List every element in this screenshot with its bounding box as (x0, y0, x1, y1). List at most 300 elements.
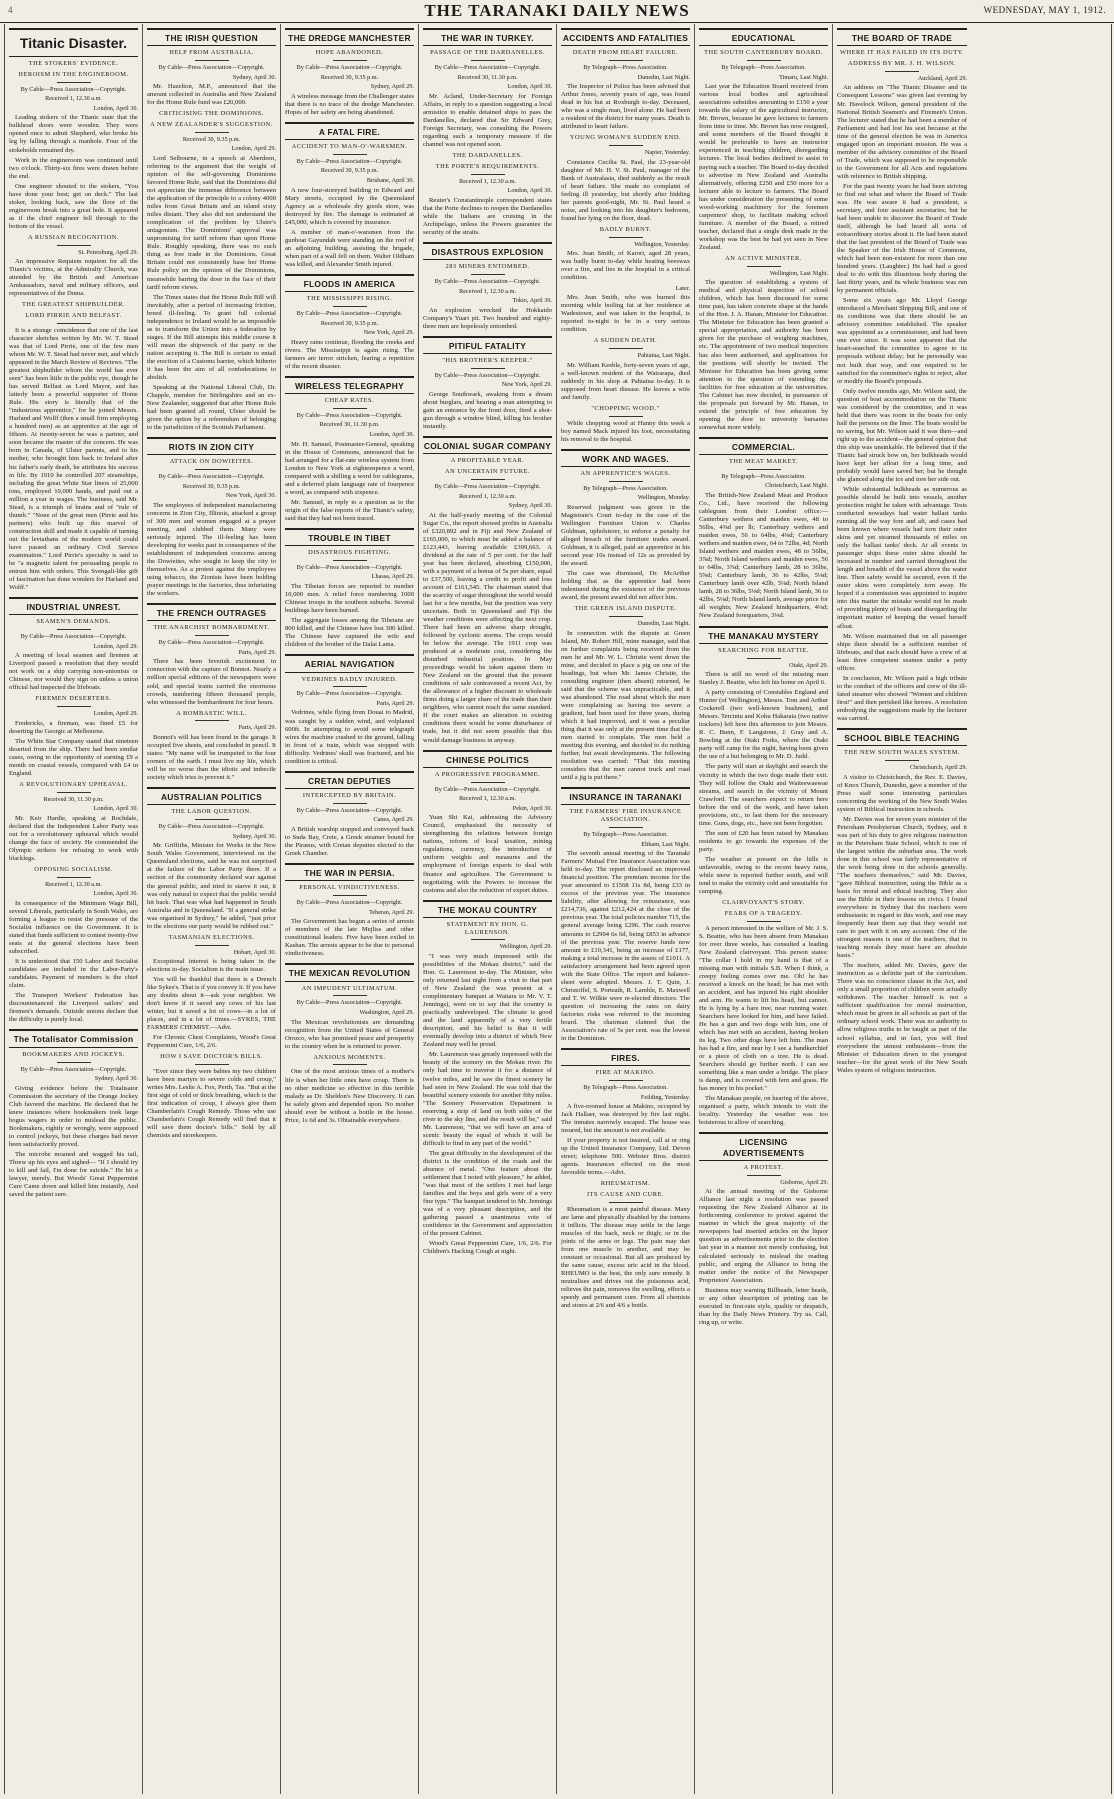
column-2 (143, 24, 281, 1794)
article-subheading: BADLY BURNT. (599, 226, 652, 233)
dateline-place: Sydney, April 30. (232, 832, 276, 840)
dateline: By Cable—Press Association—Copyright. (434, 482, 541, 490)
article-subheading: A SUDDEN DEATH. (593, 337, 658, 345)
article-subheading: THE GREEN ISLAND DISPUTE. (574, 605, 677, 613)
article-subheading: AN UNCERTAIN FUTURE. (445, 468, 530, 476)
article-headline: THE IRISH QUESTION (147, 28, 276, 46)
article-paragraph: Constance Cecilia St. Paul, the 23-year-old daughter of Mr. H. V. St. Paul, manager of the Bank of Australasia, died suddenly as the result of heart failure. She made no complaint of feeling ill yesterday, but shortly after bidding her parents good-night, Mr. St. Paul heard a noise, and looking into his daughter's bedroom, found her lying on the floor, dead. (561, 158, 690, 222)
divider (609, 1080, 643, 1081)
article-headline: THE BOARD OF TRADE (837, 28, 967, 46)
article-subheading: ANXIOUS MOMENTS. (313, 1053, 386, 1061)
article-subheading: THE NEW SOUTH WALES SYSTEM. (843, 749, 961, 757)
divider (471, 174, 505, 175)
divider (57, 1062, 91, 1063)
dateline: Received 30, 11.30 p.m. (319, 421, 380, 429)
dateline-place: St. Petersburg, April 29. (78, 248, 138, 256)
article-paragraph: Exceptional interest is being taken in the elections to-day. Socialism is the main issue. (147, 958, 276, 974)
article-paragraph: The microbe moaned and wagged his tail, Threw up his eyes and sighed— "If I should try to kill and fail, I'm done for suicide." He hit a lawyer, merely. But Woods' Great Peppermint Cure Came down and killed him instantly, And saved the patient sure. (9, 1150, 138, 1199)
article-headline: FLOODS IN AMERICA (285, 274, 414, 292)
article-headline: INSURANCE IN TARANAKI (561, 787, 690, 805)
article-paragraph: Work in the engineroom was continued until two o'clock. Thirty-six fires were drawn before the end. (9, 156, 138, 180)
article-paragraph: The Tibetan forces are reported to number 10,000 men. A relief force numbering 1000 Chinese troops in the southern suburbs. Several buildings have been burned. (285, 583, 414, 615)
column-7 (833, 24, 971, 1794)
article-subheading: THE PORTE'S REQUIREMENTS. (435, 162, 540, 170)
article-subheading: BOOKMAKERS AND JOCKEYS. (22, 1050, 125, 1058)
divider (57, 323, 91, 324)
article-subheading: THE STOKERS' EVIDENCE. (28, 60, 119, 68)
dateline-place: London, April 30. (93, 890, 138, 898)
article-paragraph: Mr. Laurenson was greatly impressed with the beauty of the scenery on the Mokau river. He only had time to traverse it for a distance of twelve miles, and he saw the finest scenery he had seen in New Zealand. He was told that the beautiful scenery extends for another fifty miles. "The Scenery Preservation Department is reserving a strip of land on both sides of the river to the sky line, and the result will be," said Mr. Laurenson, "that we will have an area of scenic beauty the equal of which it will be difficult to find in any part of the world." (423, 1051, 552, 1147)
article (285, 771, 414, 858)
divider (609, 616, 643, 617)
divider (333, 306, 367, 307)
article-paragraph: Mr. Hazelton, M.P., announced that the amount collected in Australia and New Zealand for the Home Rule fund was £20,000. (147, 83, 276, 107)
article-headline: TROUBLE IN TIBET (285, 528, 414, 546)
article-paragraph: Mr. Acland, Under-Secretary for Foreign Affairs, in reply to a question suggesting a local armistice to enable detained ships to pass the Dardanelles, declared that Sir Edward Grey, Foreign Secretary, was consulting the Powers regarding such a temporary measure if the channel was not opened soon. (423, 92, 552, 148)
dateline-place: Pekin, April 30. (512, 804, 552, 812)
divider (747, 1175, 781, 1176)
newspaper-title: THE TARANAKI DAILY NEWS (424, 1, 690, 20)
dateline-place: Wellington, Monday. (637, 494, 690, 502)
article-paragraph: A party consisting of Constables England and Hunter (of Wellington), Messrs. Tom and Arthur Cockerell (two well-known bushmen), and Messrs. Tercintu and Kohu Hakaraia (two native trackers) left here this afternoon to join Messrs. R. C. Bunn, F. Langstone, J. Gray and A. Bowling at the Otaki Forks, where the Otaki party will camp for the night, having been given the use of a hut belonging to Mr. D. Judd. (699, 689, 828, 761)
divider (57, 877, 91, 878)
article-paragraph: A number of man-o'-warsmen from the gunboat Gayundah were standing on the roof of an adjoining building, assisting the brigade, when part of a wall fell on them. Walter Oldham was killed, and Alexander Smith injured. (285, 228, 414, 268)
divider (885, 71, 919, 72)
masthead (0, 0, 1114, 23)
divider (885, 760, 919, 761)
article-headline: COMMERCIAL. (699, 437, 828, 455)
newspaper-page (4, 24, 1112, 1794)
article-subheading: A PROTEST. (743, 1163, 784, 1171)
article-paragraph: There is still no word of the missing man Stanley J. Beattie, who left his home on April 6. (699, 671, 828, 687)
article-paragraph: An impressive Requiem requiem for all the Titanic's victims, at the Admiralty Church, was attended by the British and American Ambassadors, naval and military officers, and representatives of the Duma. (9, 258, 138, 298)
dateline: By Cable—Press Association—Copyright. (296, 690, 403, 698)
page-number: 4 (8, 5, 14, 15)
article-subheading: A RUSSIAN RECOGNITION. (27, 233, 120, 241)
article-subheading: HEROISM IN THE ENGINEROOM. (18, 70, 129, 78)
dateline: By Cable—Press Association—Copyright. (158, 64, 265, 72)
article (147, 437, 276, 598)
dateline: By Telegraph—Press Association. (583, 64, 668, 72)
issue-date: WEDNESDAY, MAY 1, 1912. (983, 5, 1106, 15)
article (561, 1048, 690, 1311)
dateline-place: Timaru, Last Night. (779, 73, 828, 81)
article (423, 900, 552, 1257)
article-subheading: THE FARMERS' FIRE INSURANCE ASSOCIATION. (569, 808, 682, 824)
article-paragraph: Wood's Great Peppermint Cure, 1/6, 2/6. For Children's Hacking Cough at night. (423, 1240, 552, 1256)
article-paragraph: In consequence of the Minimum Wage Bill, several Liberals, particularly in South Wales, are forming a league to resist the pressure of the Socialist influence on the Government. It is stated that funds sufficient to contest twenty-five seats at the general elections have been subscribed. (9, 900, 138, 956)
article-subheading: DISASTROUS FIGHTING. (308, 549, 391, 557)
dateline-place: Sydney, April 30. (94, 1075, 138, 1083)
dateline: By Cable—Press Association—Copyright. (434, 277, 541, 285)
article-paragraph: The great difficulty in the development of the district is the condition of the roads and the absence of metal. "One feature about the settlement that I noted with pleasure," he added, "was that most of the settlers I met had large families and the boys and girls were of a very fine type." The banquet tendered to Mr. Jennings was of a very pleasant description, and the gathering passed a unanimous vote of confidence in the Government and appreciation of the present Cabinet. (423, 1149, 552, 1238)
divider (333, 686, 367, 687)
dateline-place: New York, April 29. (501, 381, 552, 389)
dateline-place: London, April 30. (93, 104, 138, 112)
article-paragraph: Business may warning Billheads, letter heads, or any other description of printing can be executed in first-rate style, quality or despatch, than by the Daily News Printery. Try us. Call, ring up, or write. (699, 1286, 828, 1326)
dateline: Received 30, 9.35 p.m. (182, 135, 241, 143)
article-subheading: AN ACTIVE MINISTER. (725, 254, 802, 262)
dateline-place: Wellington, Yesterday. (634, 240, 690, 248)
dateline: By Cable—Press Association—Copyright. (296, 999, 403, 1007)
article-paragraph: The Mexican revolutionists are demanding recognition from the United States of General Orozco, who has promised peace and prosperity to the country when he is returned to power. (285, 1018, 414, 1050)
article-paragraph: A five-roomed house at Makino, occupied by Jack Hallaer, was destroyed by fire last night. The inmates narrowly escaped. The house was insured, but the amount is not available. (561, 1103, 690, 1135)
article-headline: CRETAN DEPUTIES (285, 771, 414, 789)
dateline: Received 1, 12.30 a.m. (459, 795, 516, 803)
dateline: By Cable—Press Association—Copyright. (434, 371, 541, 379)
divider (195, 60, 229, 61)
article-paragraph: At the half-yearly meeting of the Colonial Sugar Co., the report showed profits in Australia of £320,892 and in Fiji and New Zealand of £165,000, to which must be added a balance of £123,443, leaving available £399,663. A dividend at the rate of 5 per cent. for the half year has been declared, absorbing £150,000, with a payment of a bonus of 5s per share, equal to £37,500, leaving a credit to profit and loss account of £161,545. The chairman stated that the scarcity of sugar throughout the world would last for a few months, but the position was very uncertain. Both in Queensland and Fiji the weather conditions were affecting the next crop. There had been an adverse sharp drought, followed by cyclonic storms. The crops would be below the average. The 1911 crop was produced at a moderate cost, considering the disturbed industrial position. In May proceedings would be taken against them in New Zealand on the ground that the present conditions of sale contravened a recent Act, by the allowance of a higher discount to wholesale firms doing a larger share of the trade than their neighbors, who cannot reach the same standard. If the court makes an alteration in existing conditions there would be some disturbance of trade, but it did not seem possible that this would damage business in anyway. (423, 511, 552, 744)
article-paragraph: For the past twenty years he had been striving to find out what and where the Board of Trade was. He was aware it had a president, a secretary, and four assistant secretaries; but he had been unable to discover the Board of Trade itself, although he had heard all sorts of extraordinary stories about it. He had been stated that the last president of the Board of Trade was the Speaker of the Irish House of Commons, which had been non-existent for more than one hundred years. (Laughter.) He had had a good deal to do with this illustrious body during the last thirty years, and its whole business was run by permanent officials. (837, 182, 967, 295)
article-paragraph: In conclusion, Mr. Wilson paid a high tribute to the conduct of the officers and crew of the ill-fated steamer who showed "Women and children first!" and then perished like heroes. A resolution embodying the suggestions made by the lecturer was carried. (837, 674, 967, 722)
article-headline: Titanic Disaster. (9, 28, 138, 57)
article-subheading: HOW I SAVE DOCTOR'S BILLS. (160, 1053, 263, 1061)
article-paragraph: An explosion wrecked the Hokkaido Company's Yuari pit. Two hundred and eighty-three men are hopelessly entombed. (423, 306, 552, 330)
dateline-place: Pahiatua, Last Night. (637, 352, 690, 360)
article-subheading: INTERCEPTED BY BRITAIN. (302, 791, 397, 799)
article (285, 963, 414, 1124)
article-paragraph: The teachers, added Mr. Davies, gave the instruction as a definite part of the curriculum. There was no conscience clause in the Act, and only a small proportion of children were actually withdrawn. The teacher himself is not a sufficient qualification for moral instruction, which must be given in all schools as part of the ordinary school work. There was no authority to allow religious truths to be taught as part of the school syllabus, and in fact, you will find everywhere the utmost enthusiasm—from the Minister of Education down to the youngest teacher—for the great work of the New South Wales system of religious instruction. (837, 962, 967, 1074)
article-paragraph: The question of establishing a system of medical and physical inspection of school children, which has been discussed for some time past, has taken concrete shape at the hands of the Hon. J. A. Hanan, Minister for Education. The Minister for Education has been granted a special appropriation, and authority has been given for the purchase of weighing machines, etc. The appointment of two medical inspectors has also been authorised, and applications for the positions will shortly be invited. The Minister for Education has been giving some attention to the question of extending the facilities for free education at the universities. The Cabinet has now decided, in pursuance of the proposals put forward by Mr. Hanan, to extend the principle of free education by opening the door to university bursaries somewhat more widely. (699, 279, 828, 431)
article-subheading: YOUNG WOMAN'S SUDDEN END. (569, 134, 682, 142)
article (423, 436, 552, 744)
dateline-place: Teheran, April 29. (369, 908, 414, 916)
article-paragraph: Mr. H. Samuel, Postmaster-General, speaking in the House of Commons, announced that he had arranged for a flat-rate wireless system from London to New York at eighteenpence a word, compared with a shilling a word for cablegrams, and a deferred plain language rate of fourpence a word, as compared with sixpence. (285, 440, 414, 496)
column-5 (557, 24, 695, 1794)
divider (609, 416, 643, 417)
article (699, 28, 828, 432)
dateline-place: Christchurch, Last Night. (765, 482, 828, 490)
article-subheading: CRITICISING THE DOMINIONS. (159, 110, 264, 118)
dateline-place: New York, April 30. (225, 492, 276, 500)
dateline-place: Dunedin, Last Night. (637, 620, 690, 628)
divider (747, 266, 781, 267)
article-paragraph: "Ever since they were babies my two children have been martyrs to severe colds and croup," writes Mrs. Leslie A. Fox, Perth, Tas. "But at the first sign of cold or thick breathing, which is the first indication of croup, I always give them Chamberlain's Cough Remedy. Those who use Chamberlain's Cough Remedy will find that it will save them doctor's bills." Sold by all chemists and storekeepers. (147, 1068, 276, 1140)
dateline: By Cable—Press Association—Copyright. (158, 823, 265, 831)
article-paragraph: Heavy rains continue, flooding the creeks and rivers. The Mississippi is again rising. The farmers are terror stricken, fearing a repetition of the recent disaster. (285, 338, 414, 370)
article-paragraph: Mr. Keir Hardie, speaking at Rochdale, declared that the Independent Labor Party was out for a revolutionary upheaval which would change the face of society. He commended the Olympic strikers for refusing to work with blacklegs. (9, 814, 138, 863)
article-paragraph: The aggregate losses among the Tibetans are 800 killed, and the Chinese have lost 300 killed. The Chinese have captured the wife and children of the brother of the Dalai Lama. (285, 617, 414, 649)
article-paragraph: The Times states that the Home Rule Bill will inevitably, after a period of increasing friction, breed ill-feeling. To grant full colonial independence to Ireland would be as impossible as to transform the Union into a federation by stages. If the Bill attempts this middle course it will mean the shipwreck of the party or the nation accepting it. The Bill is certain to entail the erection of a Customs barrier, which hitherto it has been the aim of all confederations to abolish. (147, 293, 276, 381)
article-subheading: A BOMBASTIC WILL. (176, 709, 247, 717)
article-subheading: SEARCHING FOR BEATTIE. (718, 646, 809, 654)
dateline-place: Eltham, Last Night. (641, 840, 690, 848)
article-subheading: "CHOPPING WOOD." (591, 404, 660, 412)
article-subheading: 283 MINERS ENTOMBED. (445, 263, 530, 271)
article-paragraph: Mr. Griffiths, Minister for Works in the New South Wales Government, interviewed on the Queensland elections, said he was not surprised at the failure of the Labor Party there. If a section of the community declared war against the general public, and tried to starve it out, it was only natural to expect that the public would hit back. That was what had happened in South Australia and in Queensland. "If a general strike was organised in Sydney," he added, "just prior to the elections our party would be rubbed out." (147, 842, 276, 930)
dateline: By Cable—Press Association—Copyright. (296, 563, 403, 571)
article-headline: RIOTS IN ZION CITY (147, 437, 276, 455)
column-6 (695, 24, 833, 1794)
article-headline: DISASTROUS EXPLOSION (423, 242, 552, 260)
article-paragraph: It is a strange coincidence that one of the last character sketches written by Mr. W. T. Stead was that of Lord Pirrie, one of the few men whom Mr. W. T. Stead had never met, and which appeared in the March Review of Reviews. "The greatest shipbuilder whom the world has ever seen" has been little in the public eye, though he has served Belfast as Lord Mayor, and has latterly been a powerful supporter of Home Rule. His story is literally that of the "industrious apprentice," for he joined Messrs. Harland and Wolff (then a small firm employing a hundred men) as an apprentice at the age of fifteen. At twenty-seven he was a partner, and soon became the master of the concern. He was born in Canada, of Ulster parents, and to his mother, who brought him back to Ireland after his father's early death, he attributes his success in life. By 1910 he controlled 207 steamships, including the great White Star liners of 25,000 tons, employed 10,000 hands, and paid out a million a year in wages. The business, said Mr. Stead, is a triumph of brains and of "rule of thumb." "None of the great men (Pirrie and his partners) who built up this marvel of construction skill and made it capable of turning out the leviathans of the modern world could have passed an ordinary Civil Service examination." Lord Pirrie's specialty is said to be "a magnetic talent for persuading people to entrust him with orders. This Svengali-like gift of fascination has done wonders for Harland and Wolff." (9, 326, 138, 591)
divider (333, 1064, 367, 1065)
divider (333, 60, 367, 61)
dateline-place: Paris, April 29. (238, 648, 276, 656)
article-subheading: A PROFITABLE YEAR. (450, 457, 525, 465)
dateline: Received 30, 11.30 p.m. (43, 795, 104, 803)
article-subheading: LORD PIRRIE AND BELFAST. (25, 312, 122, 320)
dateline-place: Dunedin, Last Night. (637, 73, 690, 81)
article-paragraph: The British-New Zealand Meat and Produce Co., Ltd., have received the following cablegram from their London office:—Canterbury wethers and maiden ewes, 48 to 56lbs, 4⅝d per lb; Canterbury wethers and maiden ewes, 56 to 64lbs, 4⅜d; Canterbury wethers and maiden ewes, 64 to 72lbs, 4d; North Island wethers and maiden ewes, 48 to 56lbs, 3⅞d; North Island wethers and maiden ewes, 56 to 64lbs, 3⅞d; Canterbury lamb, 28 to 36lbs, 5⅝d; Canterbury lamb, 36 to 42lbs, 5⅛d; Canterbury lamb over 42lb, 5⅛d; North Island lamb, 28 to 36lbs, 5⅛d; North Island lamb, 36 to 42lbs, 5⅛d; North Island lamb, average price for all weights; New Zealand hindquarters, 4⅛d; New Zealand forequarters, 3⅛d. (699, 492, 828, 620)
article-paragraph: "I was very much impressed with the possibilities of the Mokau district," said the Hon. G. Laurenson to-day. The Minister, who only returned last night from a visit to that part of New Zealand (he was present at a complimentary banquet at Waitara to Mr. V. T. Jennings), went on to say that the country is practically undeveloped. The climate is good and the land apparently of a very fertile description, and his belief is that it will eventually develop into a district of which New Zealand may well be proud. (423, 953, 552, 1049)
article-subheading: WHERE IT HAS FAILED IN ITS DUTY. (839, 49, 965, 57)
article (9, 1029, 138, 1199)
article-headline: SCHOOL BIBLE TEACHING (837, 728, 967, 746)
article-paragraph: Some six years ago Mr. Lloyd George introduced a Merchant Shipping Bill, and one of its conditions was that there should be an advisory committee established. The speaker was appointed as a commissioner, and had been one ever since. It was soon apparent that the heart-searched the committee to agree to its proposals without delay; but he personally was not built that way, and one required to be satisfied for the committee's rights to reject, alter or modify the Board's proposals. (837, 297, 967, 385)
article (147, 603, 276, 782)
article (147, 28, 276, 432)
article-paragraph: A new four-storeyed building in Edward and Mary streets, occupied by the Queensland Agency as a wholesale dry goods store, was destroyed by fire. The damage is estimated at £45,000, which is covered by insurance. (285, 186, 414, 226)
article-subheading: FEARS OF A TRAGEDY. (724, 909, 803, 917)
article-paragraph: Reserved judgment was given in the Magistrate's Court to-day in the case of the Wellington Furniture Union v. Charles Goldman, upholsterer, to enforce a penalty for alleged breach of the furniture trades award. Goldman, it is alleged, paid an apprentice in his second year 10s instead of 12s as provided by the award. (561, 503, 690, 568)
divider (195, 819, 229, 820)
article-subheading: THE DARDANELLES. (452, 151, 523, 159)
divider (195, 945, 229, 946)
article-paragraph: An address on "The Titanic Disaster and its Consequent Lessons" was given last evening by Mr. Havelock Wilson, general president of the National British Seamen's and Firemen's Union. The lecturer stated that he had been a member of Parliament and had lost his seat because at the time of the general election he was in America engaged upon an important mission. He was a member of the advisory committee of the Board of Trade, which was supposed to be responsible to the Government for all Acts and regulations with reference to British shipping. (837, 84, 967, 180)
article-subheading: "HIS BROTHER'S KEEPER." (442, 356, 533, 364)
dateline: By Cable—Press Association—Copyright. (296, 806, 403, 814)
divider (333, 803, 367, 804)
article-paragraph: The seventh annual meeting of the Taranaki Farmers' Mutual Fire Insurance Association was held to-day. The report disclosed an improved financial position. The premium income for the year amounted to £1568 11s 8d, being £33 in excess of the previous year. The insurance liability, after allowing for reinsurance, was £214,736, against £212,424 at the close of the previous year. The total policies number 715, the general average being £296. The cash reserve amounts to £2904 6s 6d, being £853 in advance of the previous year. The reserve funds now amount to £10,341, being an increase of £177, making a total increase in the assets of £1011. A satisfactory arrangement had been agreed upon with the State Office. The report and balance-sheet were adopted. Messrs. J. T. Quin, J. Christoffel, S. Porteath, R. Lamble, E. Maxwell and T. W. Wilkie were re-elected directors. The question of increasing the rates on dairy factories risks was referred to the incoming board. The chairman claimed that the Association's rate of 5s per cent. was the lowest in the Dominion. (561, 850, 690, 1042)
dateline-place: Paris, April 29. (238, 724, 276, 732)
article-headline: THE DREDGE MANCHESTER (285, 28, 414, 46)
divider (333, 560, 367, 561)
article-headline: AERIAL NAVIGATION (285, 654, 414, 672)
divider (747, 921, 781, 922)
article (147, 787, 276, 1140)
article-paragraph: George Southwark, awaking from a dream about burglars, and hearing a man attempting to gain an entrance by the front door, fired a shot-gun through a window blind, killing his brother instantly. (423, 390, 552, 431)
dateline: By Cable—Press Association—Copyright. (296, 157, 403, 165)
article-headline: THE MEXICAN REVOLUTION (285, 963, 414, 981)
dateline: By Cable—Press Association—Copyright. (434, 64, 541, 72)
article-headline: THE WAR IN PERSIA. (285, 863, 414, 881)
article-subheading: AN IMPUDENT ULTIMATUM. (301, 984, 398, 992)
article-paragraph: The weather at present on the hills is unfavorable, owing to the recent heavy rains, while snow is reported further south, and will tend to make the vicinity cold and unsuitable for camping. (699, 855, 828, 895)
article-subheading: THE LABOR QUESTION. (171, 808, 252, 816)
divider (747, 60, 781, 61)
article-paragraph: The Transport Workers' Federation has discountenanced the Liverpool sailors' and firemen's demands. Outside unions declare that the difficulty is purely local. (9, 992, 138, 1024)
article-subheading: CLAIRVOYANT'S STORY. (722, 898, 805, 906)
dateline: Received 30, 9.35 p.m. (320, 167, 379, 175)
article-headline: The Totalisator Commission (9, 1029, 138, 1047)
divider (195, 132, 229, 133)
article (423, 750, 552, 895)
dateline: By Cable—Press Association—Copyright. (296, 411, 403, 419)
dateline: By Cable—Press Association—Copyright. (296, 64, 403, 72)
article-paragraph: At the annual meeting of the Gisborne Alliance last night a resolution was passed requesting the New Zealand Alliance at its forthcoming conference to protest against the manner in which the great majority of the newspapers had inserted articles on the liquor question as advertisements prior to the election last year in a manner not merely confusing, but calculated seriously to mislead the reading public, and urging the Alliance to bring the matter under the notice of the Newspaper Proprietors' Association. (699, 1188, 828, 1284)
dateline: By Telegraph—Press Association. (721, 472, 806, 480)
divider (333, 408, 367, 409)
article-paragraph: The White Star Company stated that nineteen deserted from the ship. There had been similar cases, owing to the opportunity of earning £9 a month on coastal vessels, compared with £4 in England. (9, 737, 138, 777)
article-paragraph: While substantial bulkheads as numerous as possible should be built into vessels, another protection might be taken with advantage. Tests conducted nowadays had water ballast tanks running all the way fore and aft, and cases had been known where vessels had torn their outer skins and yet steamed thousands of miles on only the ballast tanks' deck. At all events in passenger ships these outer skins should be increased in number and carried throughout the length and breadth of the vessel above the water line. Then safety would be secured, even if the outer skins were completely torn away. He hoped if a commission was appointed to inquire into this matter the mistake would not be made of providing plenty of boats and disregarding the important matter of keeping the vessel herself afloat. (837, 485, 967, 630)
article-subheading: DEATH FROM HEART FAILURE. (572, 49, 679, 57)
article-paragraph: A meeting of local seamen and firemen at Liverpool passed a resolution that they would not work on a ship carrying non-unionists or Chinese, nor would they sign on unless a union official had inspected the lifeboats. (9, 652, 138, 692)
article-headline: PITIFUL FATALITY (423, 336, 552, 354)
divider (333, 154, 367, 155)
divider (609, 827, 643, 828)
divider (57, 629, 91, 630)
article-headline: EDUCATIONAL (699, 28, 828, 46)
divider (471, 782, 505, 783)
dateline-place: Wellington, Last Night. (769, 269, 828, 277)
article-paragraph: A British warship stopped and conveyed back to Suda Bay, Crete, a Greek steamer bound for the Piraeus, with Cretan deputies elected to the Greek Chamber. (285, 825, 414, 857)
dateline-place: New York, April 29. (363, 329, 414, 337)
divider (609, 1202, 643, 1203)
article (285, 376, 414, 523)
divider (333, 995, 367, 996)
article-headline: THE FRENCH OUTRAGES (147, 603, 276, 621)
divider (747, 658, 781, 659)
article (9, 28, 138, 592)
dateline-place: London, April 30. (369, 430, 414, 438)
column-1 (5, 24, 143, 1794)
article-subheading: ATTACK ON DOWIEITES. (169, 458, 254, 466)
article-subheading: OPPOSING SOCIALISM. (34, 866, 113, 874)
dateline: Received 1, 12.30 a.m. (459, 492, 516, 500)
divider (471, 479, 505, 480)
article-paragraph: Mr. Wilson maintained that on all passenger ships there should be a sufficient number of lifeboats, and that each should have a crew of at least three competent seamen under a petty officer. (837, 632, 967, 672)
article-paragraph: There has been feverish excitement in connection with the capture of Bonnot. Nearly a million special editions of the newspapers were sold, and special trains carried the enormous crowds, numbering fifteen thousand people, who witnessed the bombardment for four hours. (147, 658, 276, 706)
article-subheading: CHEAP RATES. (324, 397, 375, 405)
article-paragraph: Fredericks, a fireman, was fined £5 for deserting the Georgic at Melbourne. (9, 719, 138, 735)
article-paragraph: A wireless message from the Challenger states that there is no trace of the dredge Manchester. Hopes of her safety are being abandoned. (285, 92, 414, 116)
article (837, 28, 967, 723)
divider (195, 469, 229, 470)
article (699, 1132, 828, 1326)
article (285, 863, 414, 958)
article-paragraph: Speaking at the National Liberal Club, Dr. Chapple, member for Stirlingshire and an ex-New Zealander, suggested that after Home Rule had been granted all round, Ulster should be given the option by a referendum of belonging to the jurisdiction of the Scottish Parliament. (147, 383, 276, 432)
dateline-place: Lhassa, April 29. (371, 573, 414, 581)
divider (747, 469, 781, 470)
article-subheading: HELP FROM AUSTRALIA. (169, 49, 254, 57)
article-subheading: PASSAGE OF THE DARDANELLES. (430, 49, 545, 57)
dateline-place: Washington, April 29. (359, 1008, 414, 1016)
article-paragraph: While chopping wood at Hunny this week a boy named Mack injured his foot, necessitating his removal to the hospital. (561, 419, 690, 443)
dateline: Received 30, 9.35 p.m. (320, 319, 379, 327)
article-subheading: HOPE ABANDONED. (315, 49, 384, 57)
divider (609, 237, 643, 238)
article (285, 122, 414, 269)
dateline: By Telegraph—Press Association. (721, 64, 806, 72)
column-4 (419, 24, 557, 1794)
dateline-place: Sydney, April 30. (232, 73, 276, 81)
article-headline: FIRES. (561, 1048, 690, 1066)
divider (471, 274, 505, 275)
article-subheading: VEDRINES BADLY INJURED. (301, 675, 398, 683)
dateline: By Cable—Press Association—Copyright. (20, 1065, 127, 1073)
article-paragraph: One of the most anxious times of a mother's life is when her little ones have croup. There is no other medicine so effective in this terrible malady as Dr. Sheldon's New Discovery. It can be safely given and depended upon. No mother should ever be without a bottle in the house. Price, 1s 6d and 3s. Obtainable everywhere. (285, 1068, 414, 1124)
dateline: Received 30, 11.30 p.m. (457, 73, 518, 81)
divider (471, 939, 505, 940)
divider (609, 60, 643, 61)
article-paragraph: Vedrines, while flying from Douai to Madrid, was caught by a sudden wind, and volplaned 600ft. In attempting to avoid some telegraph wires the machine crashed to the ground, falling in front of a train, which was stopped with difficulty. Vedrines' skull was fractured, and his condition is critical. (285, 709, 414, 765)
article-paragraph: Mrs. Jean Smith, who was burned this morning while boiling fat at her residence at Wadestown, and was taken to the hospital, is reported to-night to be in a very serious condition. (561, 294, 690, 334)
divider (195, 1064, 229, 1065)
article-headline: THE WAR IN TURKEY. (423, 28, 552, 46)
article-paragraph: The Government has begun a series of arrests of members of the late Mejliss and other constitutional leaders. Five have been exiled to Kashan. The arrests appear to be due to personal vindictiveness. (285, 918, 414, 958)
article (699, 626, 828, 1128)
article-headline: CHINESE POLITICS (423, 750, 552, 768)
article-paragraph: The Manakau people, on hearing of the above, organised a party, which intends to visit the locality. Yesterday the weather was too boisterous to allow of searching. (699, 1095, 828, 1127)
article-headline: THE MANAKAU MYSTERY (699, 626, 828, 644)
article-headline: ACCIDENTS AND FATALITIES (561, 28, 690, 46)
divider (195, 720, 229, 721)
dateline-place: Sydney, April 30. (508, 502, 552, 510)
article-paragraph: Bonnot's will has been found in the garage. It occupied five sheets, and concluded in pencil. It states: "My name will be trumpeted to the four corners of the earth. I must live my life, which will be no worse than the idiotic and imbecile society which tries to prevent it." (147, 733, 276, 782)
dateline: By Telegraph—Press Association. (583, 484, 668, 492)
dateline: By Cable—Press Association—Copyright. (296, 899, 403, 907)
divider (57, 245, 91, 246)
dateline: By Cable—Press Association—Copyright. (20, 85, 127, 93)
article-paragraph: You will be thankful that there is a Drench like Sykes's. That is if you convey it. If you have any doubts about it—ask your neighbor. We don't know if it saved any cows of his last winter, but it saved a lot of cows—in a lot of places, and in a lot of times.—SYKES, THE FARMERS' CHEMIST.—Advt. (147, 976, 276, 1032)
article-paragraph: Mrs. Jean Smith, of Karori, aged 28 years, was badly burnt to-day while heating beeswax over a fire, and lies in the hospital in a critical condition. (561, 250, 690, 282)
dateline-place: London, April 30. (93, 805, 138, 813)
article (285, 274, 414, 371)
dateline-place: Gisborne, April 29. (780, 1178, 828, 1186)
dateline: Received 1, 12.30 a.m. (45, 95, 102, 103)
article-subheading: THE ANARCHIST BOMBARDMENT. (153, 624, 270, 632)
article-paragraph: Last year the Education Board received from various local bodies and agricultural associations subsidies amounting to £150 a year towards the salary of the agricultural instructor, Mr. Brown, because he gave lectures to farmers from time to time. Mr. Brown has now resigned, and some members of the Board thought it would be preferable to have an instructor experienced in teaching children, disregarding lectures. The local bodies declined to assist in paying such a teacher. The Board to-day decided to advertise in New Zealand and Australia alternatively, offering £250 and £50 more for a lecturer able to lecture to farmers. The Board has under consideration the presenting of some wood-working machinery for the foremen carpenters' shop, to facilitate making school furniture. A member of the Board, a retired teacher, declared that a single desk made in the workshop was the best he had yet seen in New Zealand. (699, 83, 828, 251)
dateline-place: Auckland, April 29. (917, 74, 967, 82)
article (561, 449, 690, 783)
article-paragraph: Only twelve months ago, Mr. Wilson said, the question of boat accommodation on the Titanic was considered by the committee, and it was held that there was room in the boats for only half the persons on the liner. The boats would be no saving, but Mr. Wilson said it was then—and right up to the accident—the general opinion that this ship was unsinkable. He believed that if the Titanic had struck bow on, her bulkheads would have kept her afloat for a long time, and probably would have saved her; but he thought she glanced along the ice and tore her side out. (837, 387, 967, 483)
article (9, 597, 138, 1024)
article-paragraph: Leading stokers of the Titanic state that the bulkhead doors were wooden. They were opened once to admit Shepherd, who broke his leg by falling through a manhole. Four of the stokeholds remained dry. (9, 114, 138, 154)
article-subheading: ITS CAUSE AND CURE. (587, 1191, 664, 1199)
article-subheading: A NEW ZEALANDER'S SUGGESTION. (150, 121, 273, 129)
article-subheading: AN APPRENTICE'S WAGES. (580, 469, 671, 477)
dateline-place: London, April 30. (507, 83, 552, 91)
article-paragraph: For Chronic Chest Complaints, Wood's Great Peppermint Cure, 1/6, 2/6. (147, 1034, 276, 1050)
dateline: By Cable—Press Association—Copyright. (158, 473, 265, 481)
divider (57, 706, 91, 707)
article-paragraph: One engineer shouted to the stokers, "You have done your best; get on deck." The last stoker, looking back, saw the floor of the engineroom break into a great hole. It appeared as if the chief engineer fell through to the bottom of the vessel. (9, 182, 138, 230)
article-subheading: THE MISSISSIPPI RISING. (306, 295, 393, 303)
dateline: Received 30, 9.35 p.m. (320, 73, 379, 81)
dateline: By Cable—Press Association—Copyright. (158, 639, 265, 647)
dateline-place: Christchurch, April 29. (909, 763, 967, 771)
dateline-place: Napier, Yesterday. (644, 149, 690, 157)
article (285, 654, 414, 765)
article-subheading: THE SOUTH CANTERBURY BOARD. (704, 49, 823, 57)
dateline: Received 1, 12.30 a.m. (45, 880, 102, 888)
article-subheading: THE GREATEST SHIPBUILDER. (21, 301, 126, 309)
dateline: By Telegraph—Press Association. (583, 1084, 668, 1091)
dateline: By Telegraph—Press Association. (583, 831, 668, 839)
article-paragraph: The sum of £20 has been raised by Manakau residents to go towards the expenses of the party. (699, 829, 828, 853)
article (837, 728, 967, 1075)
article-subheading: FIREMEN DESERTERS. (35, 695, 112, 703)
dateline-place: London, April 30. (507, 187, 552, 195)
dateline-place: Hobart, April 30. (233, 948, 276, 956)
article-subheading: ADDRESS BY MR. J. H. WILSON. (848, 60, 956, 68)
article-subheading: FIRE AT MAKINO. (595, 1069, 656, 1077)
article (699, 437, 828, 621)
dateline-place: London, April 29. (93, 710, 138, 718)
article-paragraph: Lord Selbourne, in a speech at Aberdeen, referring to the argument that the weight of opinion of the self-governing Dominions favored Home Rule, said that the Dominions did not appreciate the immense difference between the application of the principle to a colony 4000 miles from Great Britain and an island sixty miles distant. They also did not understand the complication of the problem by Ulster's antagonism. The Dominions' approval was unpromising for tariff reform than upon Home Rule. Roughly speaking, there was no such thing as free trade in the Dominions. Great Britain could not consistently base her Home Rule policy on the opinion of the Dominions, meanwhile barring the door in the face of their tariff reform views. (147, 155, 276, 291)
article-paragraph: Giving evidence before the Totalisator Commission the secretary of the Orange Jockey Club favored the machine. He declared that he knew instances where bookmakers took large bogus wagers in order to mislead the public. Bookmakers, rightly or wrongly, were supposed to control jockeys, but these charges had never been satisfactorily proved. (9, 1084, 138, 1148)
article-paragraph: The Inspector of Police has been advised that Arthur Jones, seventy years of age, was found dead in his hut at Roxburgh to-day. Deceased, who was a single man, lived alone. He had been a resident of the district for many years. Death is attributed to heart failure. (561, 83, 690, 131)
article-paragraph: Yuan Shi Kai, addressing the Advisory Council, emphasised the necessity of strengthening the relations between foreign nations, reform of local taxation, mining regulations, currency, the introduction of uniform weights and measures and the employment of foreign experts to deal with finance and agriculture. The Government is negotiating with the Powers to increase the customs and also the reduction of export duties. (423, 814, 552, 894)
article-subheading: STATEMENT BY HON. G. LAURENSON. (446, 920, 529, 936)
article-subheading: SEAMEN'S DEMANDS. (36, 618, 111, 626)
article-headline: WIRELESS TELEGRAPHY (285, 376, 414, 394)
divider (609, 481, 643, 482)
article (561, 28, 690, 444)
article-paragraph: A person interested in the welfare of Mr. J. S. S. Beattie, who has been absent from Manakau for over three weeks, has consulted a leading New Zealand clairvoyant. This person states: "The collar I hold in my hand is that of a missing man with initials S.B. When I think, a creepy feeling comes over me. Oh! he has received a knock on the head; he has met with an accident, and has injured his right shoulder and arm. He wants to lift his head, but cannot. He is lying by a bare tree, near running water. Searchers have looked for him, and have failed. He has a gun and two dogs with him, one of which has met with an accident, having broken its leg. Two other dogs have left him. The man has had a fire, and near by I see a handkerchief or a piece of cloth on a tree. He is dead. Searchers should go further north. I can see something like a man under a bridge. The place is damp, and is covered with fern and grass. He has money in his pocket." (699, 924, 828, 1093)
article-paragraph: It is understood that 150 Labor and Socialist candidates are included in the Labor-Party's candidates. Payment of members is the chief claim. (9, 958, 138, 990)
